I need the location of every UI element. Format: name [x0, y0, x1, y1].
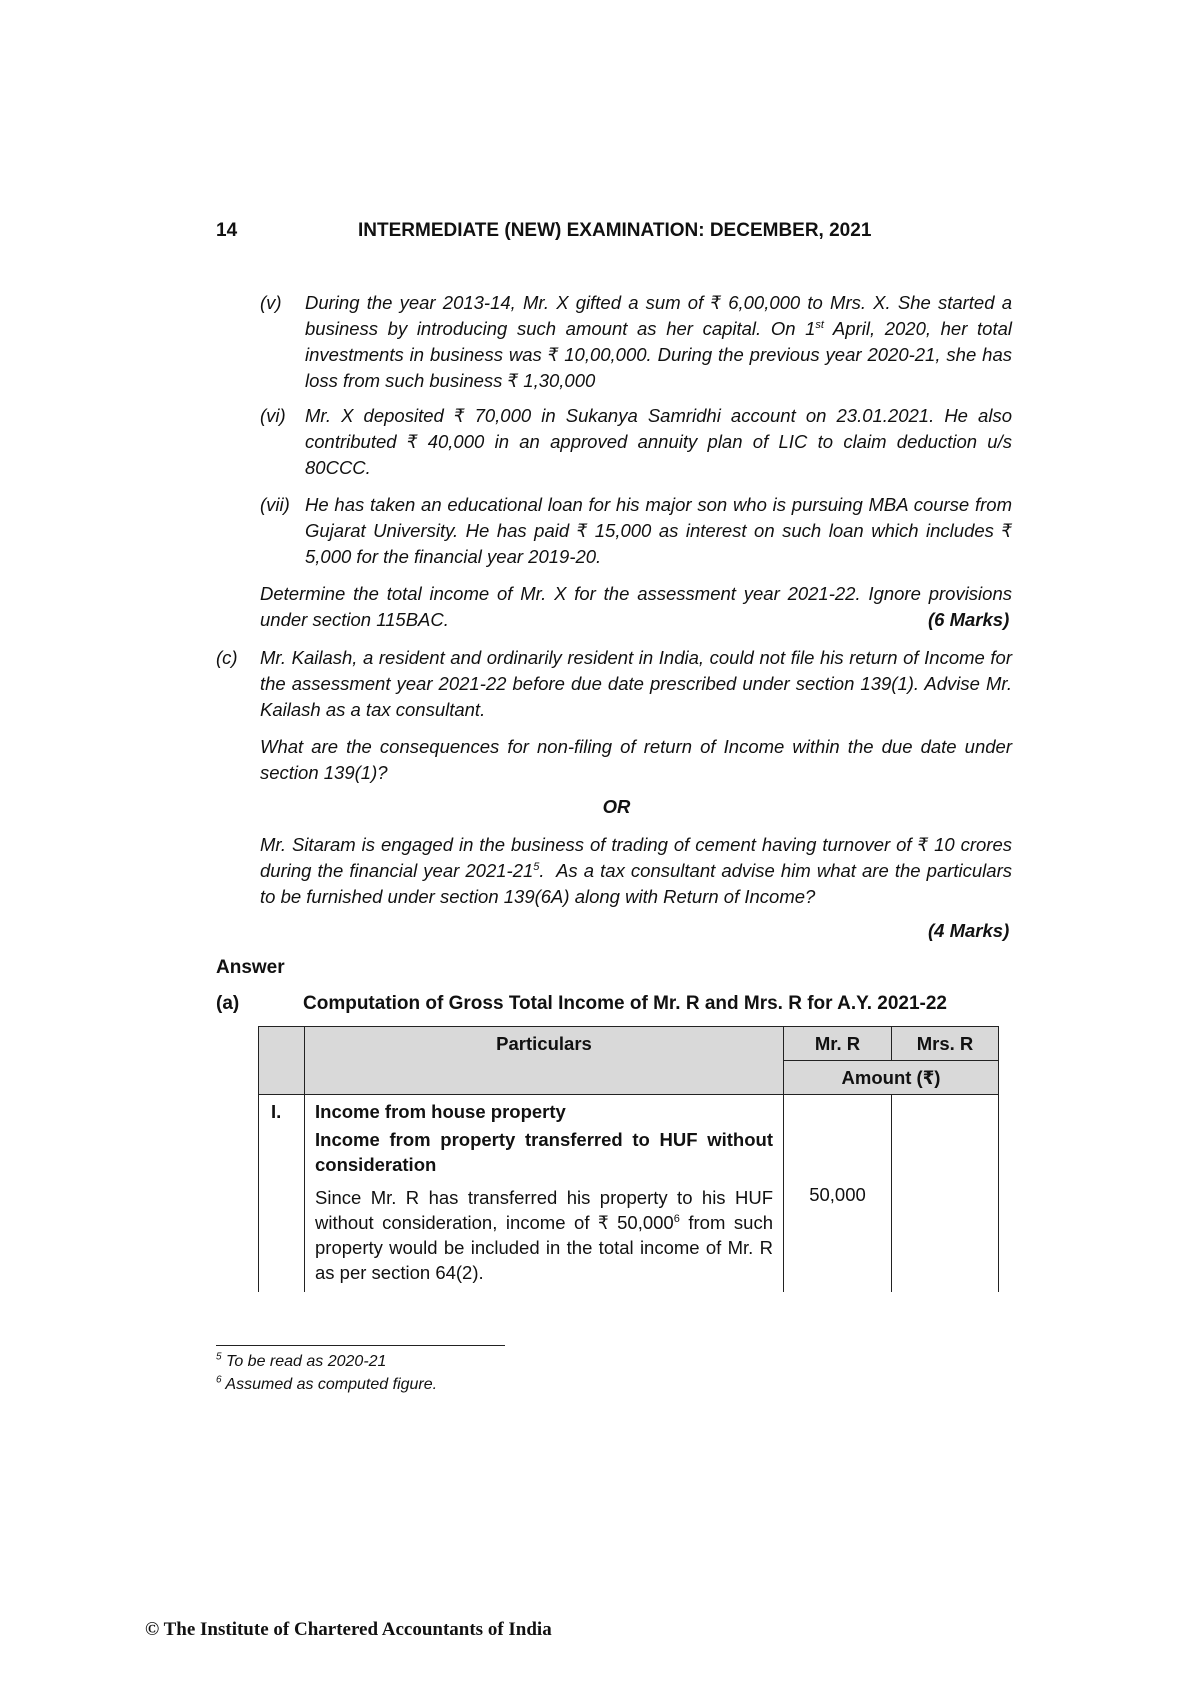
page-title: INTERMEDIATE (NEW) EXAMINATION: DECEMBER, 2021 — [358, 220, 872, 241]
footnote-5: $^5$ To be read as 2020-21 — [216, 1351, 387, 1370]
col-mrs-r: Mrs. R — [892, 1027, 999, 1061]
col-particulars: Particulars — [305, 1027, 784, 1061]
computation-table — [258, 1026, 999, 1292]
row-number: I. — [259, 1095, 305, 1292]
row-mr-value: 50,000 — [784, 1095, 892, 1292]
answer-label: (a) — [216, 993, 240, 1014]
marks-4: (4 Marks) — [928, 920, 1010, 941]
row-particulars — [305, 1095, 784, 1292]
answer-heading: Answer — [216, 957, 285, 978]
part-c-para3: Mr. Sitaram is engaged in the business of trading of cement having turnover of ₹ 10 crores during the financial year $2021-21^5$. As a tax consultant advise him what are the particulars to be furnished under section 139(6A) along with Return of Income? — [260, 834, 1012, 907]
item-label: (vii) — [260, 494, 290, 515]
amount-header: Amount (₹) — [784, 1061, 999, 1095]
item-text: He has taken an educational loan for his major son who is pursuing MBA course from Gujarat University. He has paid ₹ 15,000 as interest on such loan which includes ₹ 5,000 for the financial year 2019-20. — [305, 494, 1012, 567]
marks-6: (6 Marks) — [928, 609, 1010, 630]
or-separator: OR — [602, 796, 631, 817]
copyright-footer: © The Institute of Chartered Accountants of India — [145, 1619, 552, 1640]
row-heading-2: Income from property transferred to HUF without consideration — [315, 1129, 773, 1175]
col-mr-r: Mr. R — [784, 1027, 892, 1061]
part-c-label: (c) — [216, 647, 238, 668]
page-number: 14 — [216, 220, 238, 241]
footnote-rule — [216, 1345, 505, 1346]
header-blank — [259, 1061, 305, 1095]
item-text: Mr. X deposited ₹ 70,000 in Sukanya Samridhi account on 23.01.2021. He also contributed ₹ 40,000 in an approved annuity plan of LIC to claim deduction u/s 80CCC. — [305, 405, 1012, 478]
item-text: During the year 2013-14, Mr. X gifted a sum of ₹ 6,00,000 to Mrs. X. She started a business by introducing such amount as her capital. On 1st April, 2020, her total investments in business was ₹ 10,00,000. During the previous year 2020-21, she has loss from such business ₹ 1,30,000 — [305, 292, 1012, 391]
footnote-6: $^6$ Assumed as computed figure. — [216, 1374, 438, 1393]
header-blank — [305, 1061, 784, 1095]
header-blank — [259, 1027, 305, 1061]
determine-text: Determine the total income of Mr. X for the assessment year 2021-22. Ignore provisions under section 115BAC. — [260, 583, 1012, 630]
row-body: Since Mr. R has transferred his property to his HUF without consideration, income of ₹ 50,000$^6$ from such property would be included in the total income of Mr. R as per section 64(2). — [315, 1187, 773, 1283]
answer-title: Computation of Gross Total Income of Mr. R and Mrs. R for A.Y. 2021-22 — [303, 993, 947, 1014]
row-mrs-value — [892, 1095, 999, 1292]
item-label: (v) — [260, 292, 282, 313]
part-c-para2: What are the consequences for non-filing of return of Income within the due date under section 139(1)? — [260, 736, 1012, 783]
row-heading-1: Income from house property — [315, 1101, 566, 1122]
part-c-para1: Mr. Kailash, a resident and ordinarily resident in India, could not file his return of Income for the assessment year 2021-22 before due date prescribed under section 139(1). Advise Mr. Kailash as a tax consultant. — [260, 647, 1012, 720]
item-label: (vi) — [260, 405, 286, 426]
